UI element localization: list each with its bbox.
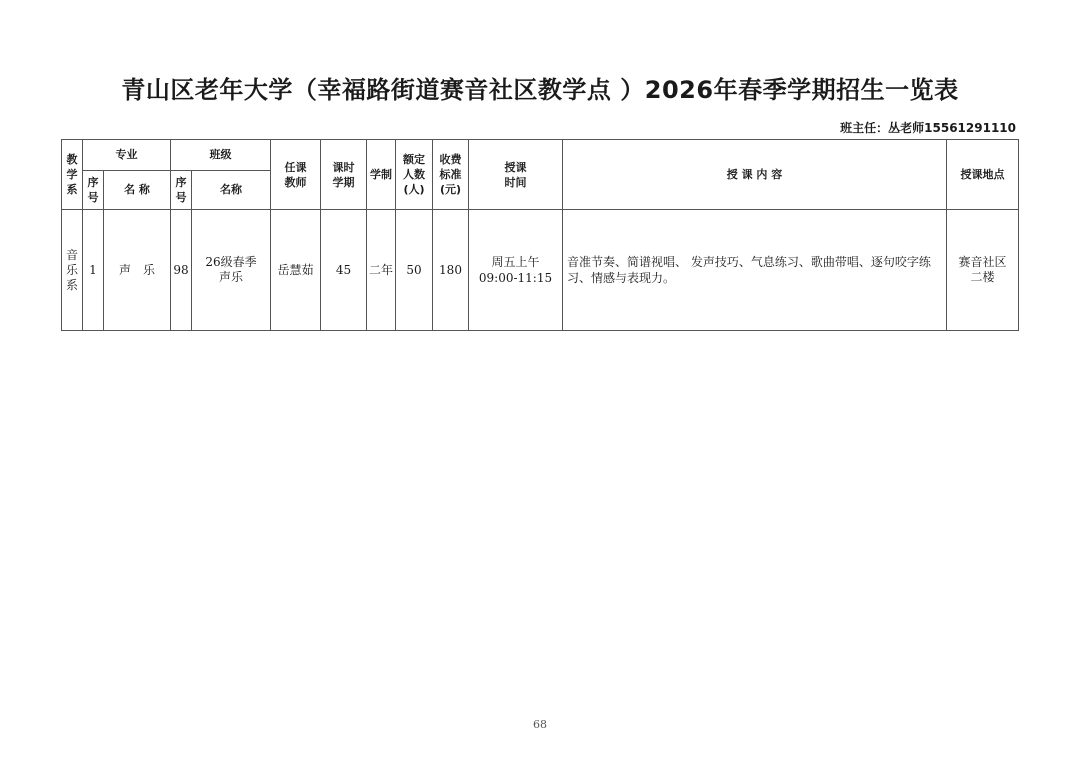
header-time: 授课时间 [469,140,563,210]
header-class: 班级 [171,140,271,171]
enrollment-table [61,139,1019,331]
header-teacher: 任课教师 [271,140,321,210]
cell-class-name: 26级春季声乐 [192,210,271,331]
header-hours: 课时学期 [321,140,367,210]
header-quota: 额定人数(人) [396,140,433,210]
header-major-name: 名 称 [104,171,171,210]
header-duration: 学制 [367,140,396,210]
page-title: 青山区老年大学（幸福路街道赛音社区教学点 ）2026年春季学期招生一览表 [121,76,959,104]
header-location: 授课地点 [947,140,1019,210]
cell-time-day: 周五上午 [491,255,540,269]
cell-duration: 二年 [367,210,396,331]
cell-teacher: 岳慧茹 [271,210,321,331]
header-class-no: 序号 [171,171,192,210]
head-teacher-contact: 班主任：丛老师15561291110 [840,121,1016,135]
cell-time-hours: 09:00-11:15 [478,271,553,285]
cell-time [469,210,563,331]
cell-location: 赛音社区二楼 [947,210,1019,331]
cell-hours: 45 [321,210,367,331]
header-department: 教学系 [62,140,83,210]
table-row [62,210,1019,331]
header-major: 专业 [83,140,171,171]
cell-department: 音乐系 [62,210,83,331]
cell-fee: 180 [433,210,469,331]
cell-major-name: 声 乐 [104,210,171,331]
cell-quota: 50 [396,210,433,331]
header-major-no: 序号 [83,171,104,210]
cell-content: 音准节奏、简谱视唱、 发声技巧、气息练习、歌曲带唱、逐句咬字练习、情感与表现力。 [563,210,947,331]
header-class-name: 名称 [192,171,271,210]
cell-class-no: 98 [171,210,192,331]
cell-major-no: 1 [83,210,104,331]
header-content: 授 课 内 容 [563,140,947,210]
header-fee: 收费标准(元) [433,140,469,210]
page-number: 68 [533,718,547,731]
